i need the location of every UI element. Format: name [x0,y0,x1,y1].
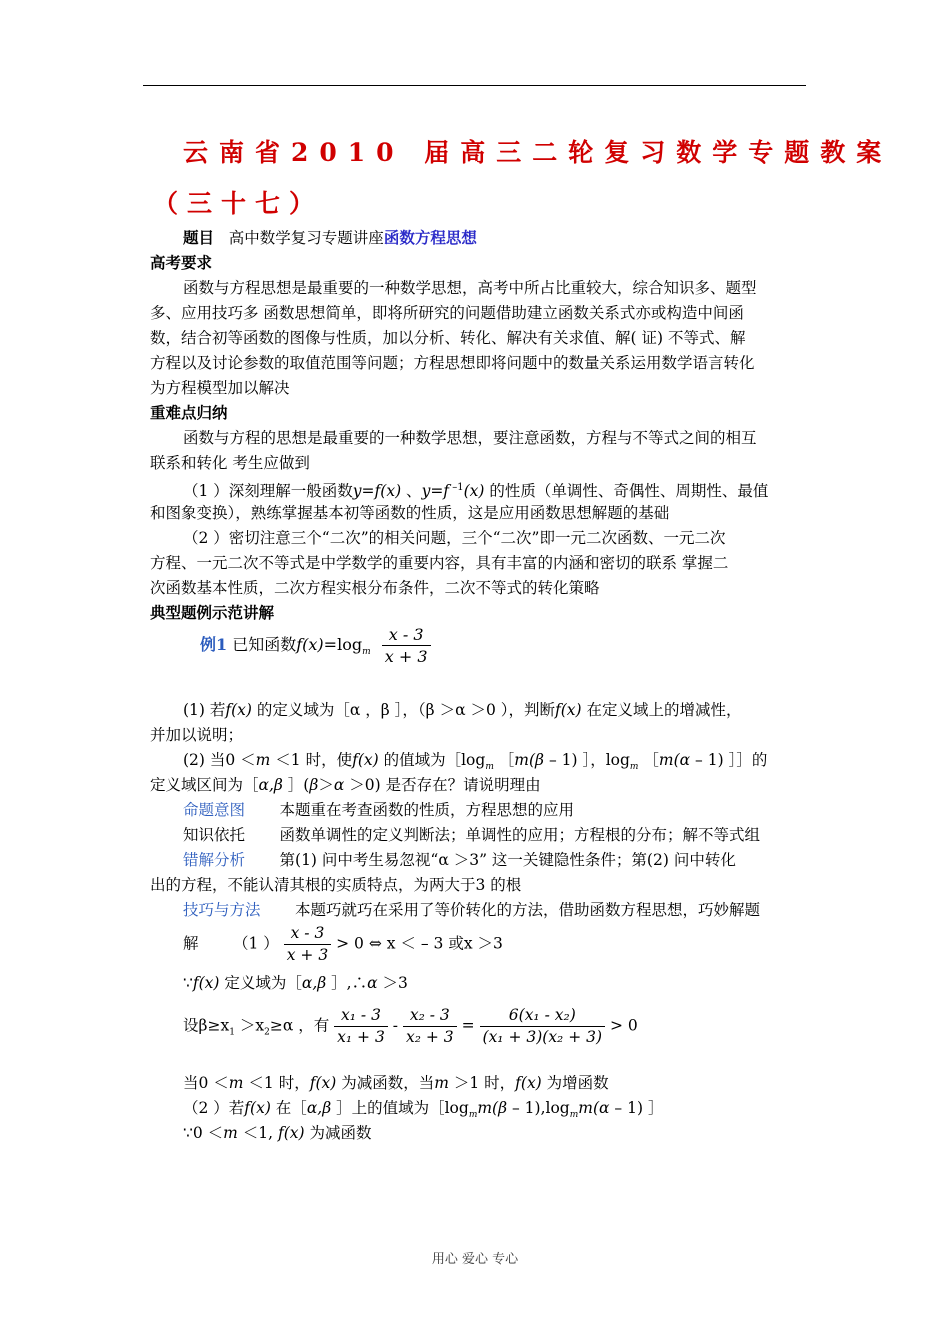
math: f(x) [244,1099,271,1117]
question-1 [183,700,742,720]
fraction-3 [480,1006,606,1047]
numerator: x₂ - 3 [403,1006,457,1027]
solution-step-6 [183,1123,372,1143]
denominator: x + 3 [384,647,428,666]
analysis-basis [183,825,760,845]
paragraph-line: 出的方程，不能认清其根的实质特点，为两大于3 的根 [150,876,522,894]
paragraph-line: 函数与方程思想是最重要的一种数学思想，高考中所占比重较大，综合知识多、题型 [183,279,757,297]
text: 的值域为［log [378,751,486,769]
fraction-2 [403,1006,457,1047]
paragraph-line: 和图象变换），熟练掌握基本初等函数的性质，这是应用函数思想解题的基础 [150,504,670,522]
analysis-label: 错解分析 [183,851,246,869]
text: （1 ）深刻理解一般函数 [183,482,353,501]
math: m [434,1074,449,1092]
text: – 1),log [507,1099,570,1117]
question-2-cont [150,775,541,795]
example-statement [200,625,431,666]
paragraph-line [183,478,768,501]
analysis-label: 技巧与方法 [183,901,261,919]
section-heading: 重难点归纳 [150,403,228,422]
subscript: m [362,647,371,658]
numerator: 6(x₁ - x₂) [480,1006,606,1027]
subscript: m [569,1110,579,1121]
math: f(x) [192,974,220,992]
text: (2) 当0 ＜ [183,751,256,769]
math: m(β [514,751,545,769]
text: – 1) ］］的 [690,751,768,769]
text: 已知函数 [227,635,297,654]
math: f(x) [555,701,582,719]
page-title: 云南省2010 届高三二轮复习数学专题教案 [183,138,893,167]
text: 为减函数 [304,1124,372,1142]
subscript: 1 [229,1027,235,1038]
text: 设β≥x [183,1016,230,1035]
text: 函数单调性的定义判断法；单调性的应用；方程根的分布；解不等式组 [279,826,761,844]
math: α,β [306,1099,332,1117]
fraction-1 [334,1006,388,1047]
subscript: m [485,762,494,773]
text: – 1) ］，log [544,751,630,769]
header-rule [143,85,806,86]
analysis-skill [183,900,760,920]
text: 本题巧就巧在采用了等价转化的方法，借助函数方程思想，巧妙解题 [295,901,761,919]
numerator: x₁ - 3 [334,1006,388,1027]
paragraph-line: 联系和转化 考生应做到 [150,454,310,472]
math: m(α [578,1099,610,1117]
text: 的定义域为［α ，β ］，（β ＞α ＞0 ），判断 [251,701,555,719]
operator: = [461,1016,475,1035]
paragraph-line: （2 ）密切注意三个“二次”的相关问题，三个“二次”即一元二次函数、一元二次 [183,529,726,547]
math: m(β [477,1099,508,1117]
text: – 1) ］ [609,1099,664,1117]
math: f(x) [309,1074,337,1092]
topic-label: 题目 [183,228,215,247]
text: 当0 ＜ [183,1074,229,1092]
topic-prefix: 高中数学复习专题讲座 [228,229,384,247]
example-label: 例1 [200,635,228,654]
paragraph-line: 函数与方程的思想是最重要的一种数学思想，要注意函数，方程与不等式之间的相互 [183,429,757,447]
operator: - [392,1016,399,1035]
math: α,β [258,776,283,794]
paragraph-line: 方程以及讨论参数的取值范围等问题；方程思想即将问题中的数量关系运用数学语言转化 [150,354,755,372]
math: f(x) [296,635,324,654]
denominator: x₂ + 3 [405,1028,454,1046]
text: ≥α ，有 [269,1016,330,1035]
math: f(x) [225,701,252,719]
solution-step-2 [183,973,408,993]
text: ］上的值域为［log [331,1099,469,1117]
text: ＜1 时， [243,1074,310,1092]
topic-highlight: 函数方程思想 [383,228,477,247]
text: ［ [638,751,659,769]
paragraph-line: 为方程模型加以解决 [150,379,290,397]
math: y=f [421,482,450,501]
denominator: (x₁ + 3)(x₂ + 3) [482,1028,603,1046]
text: ＞3 [377,974,408,992]
subscript: 2 [264,1027,270,1038]
subscript: m [468,1110,478,1121]
math: α [367,974,378,992]
superscript: –1 [449,482,464,493]
text: 解 [183,934,199,953]
text: 在［ [270,1099,307,1117]
solution-step-3 [183,1006,638,1047]
text: ∵0 ＜ [183,1124,224,1142]
math: y=f(x) [352,482,402,501]
page-title-number: （三十七） [153,189,324,218]
math: m [255,751,271,769]
numerator: x - 3 [284,924,331,945]
text: ＞0) 是否存在？请说明理由 [344,776,541,794]
text: 、 [401,482,422,501]
denominator: x + 3 [286,946,329,964]
section-heading: 典型题例示范讲解 [150,603,275,622]
paragraph-line: 次函数基本性质，二次方程实根分布条件，二次不等式的转化策略 [150,579,600,597]
solution-fraction [284,924,331,965]
numerator: x - 3 [382,625,431,646]
denominator: x₁ + 3 [337,1028,385,1046]
text: ＞1 时， [448,1074,516,1092]
text: （2 ）若 [183,1099,245,1117]
math: m(α [658,751,691,769]
math: (x) [463,482,485,501]
analysis-error [183,850,736,870]
analysis-intent [183,800,574,820]
text: 为减函数，当 [336,1074,435,1092]
text: 定义域区间为［ [150,776,259,794]
text: > 0 ⇔ x ＜ – 3 或x ＞3 [336,934,503,953]
section-heading: 高考要求 [150,253,213,272]
math: f(x) [273,1124,305,1142]
text: 第(1) 问中考生易忽视“α ＞3” 这一关键隐性条件；第(2) 问中转化 [279,851,736,869]
paragraph-line: 多、应用技巧多 函数思想简单，即将所研究的问题借助建立函数关系式亦或构造中间函 [150,304,744,322]
text: 为增函数 [541,1074,609,1092]
text: 在定义域上的增减性， [581,701,742,719]
math: m [228,1074,244,1092]
text: ］( [282,776,310,794]
example-fraction [382,625,431,666]
text: ∵ [183,974,193,992]
text: ＜1 时，使 [270,751,353,769]
page-footer: 用心 爱心 专心 [431,1252,519,1267]
paragraph-line: 并加以说明； [150,726,244,744]
math: β [309,776,319,794]
text: 定义域为［ [219,974,302,992]
text: （1 ） [233,934,279,953]
subscript: m [629,762,639,773]
topic-line [183,228,477,248]
math: f(x) [352,751,379,769]
math: α [333,776,345,794]
solution-step-5 [183,1098,663,1125]
text: ［ [493,751,515,769]
text: ＞x [234,1016,265,1035]
solution-step-1 [183,924,503,965]
text: 本题重在考查函数的性质，方程思想的应用 [279,801,575,819]
text: (1) 若 [183,701,226,719]
question-2 [183,750,767,777]
text: ＜1, [237,1124,274,1142]
text: ］,∴ [326,974,368,992]
paragraph-line: 数，结合初等函数的图像与性质，加以分析、转化、解决有关求值、解( 证) 不等式、解 [150,329,746,347]
math: m [223,1124,238,1142]
text: =log [323,635,363,654]
analysis-label: 命题意图 [183,801,246,819]
text: 的性质（单调性、奇偶性、周期性、最值 [484,482,769,501]
solution-step-4 [183,1073,609,1093]
operator: > 0 [609,1016,638,1035]
paragraph-line: 方程、一元二次不等式是中学数学的重要内容，具有丰富的内涵和密切的联系 掌握二 [150,554,729,572]
text: ＞ [318,776,334,794]
math: f(x) [515,1074,542,1092]
analysis-label: 知识依托 [183,826,246,844]
math: α,β [301,974,327,992]
